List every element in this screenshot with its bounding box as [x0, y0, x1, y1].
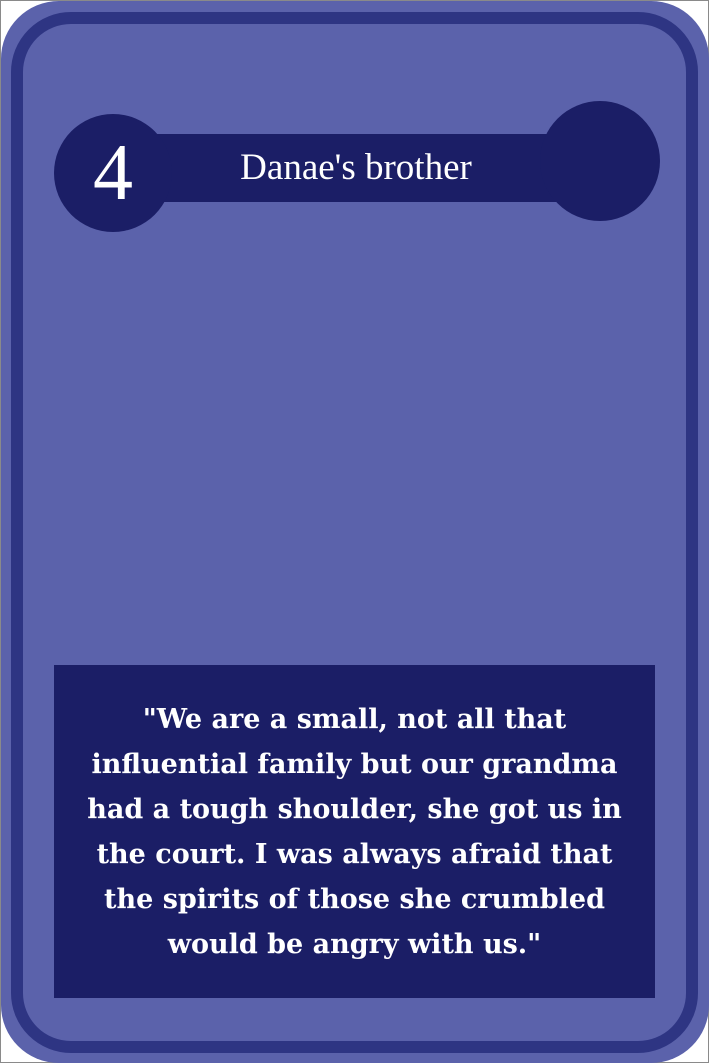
card-number: 4	[93, 129, 133, 217]
card-title: Danae's brother	[240, 147, 472, 188]
quote-panel	[54, 665, 655, 998]
banner-right-circle	[540, 101, 660, 221]
card-quote: "We are a small, not all that influential family but our grandma had a tough shoulder, she got us in the court. I was always afraid that the spirits of those she crumbled would be angry with us."	[87, 703, 622, 960]
